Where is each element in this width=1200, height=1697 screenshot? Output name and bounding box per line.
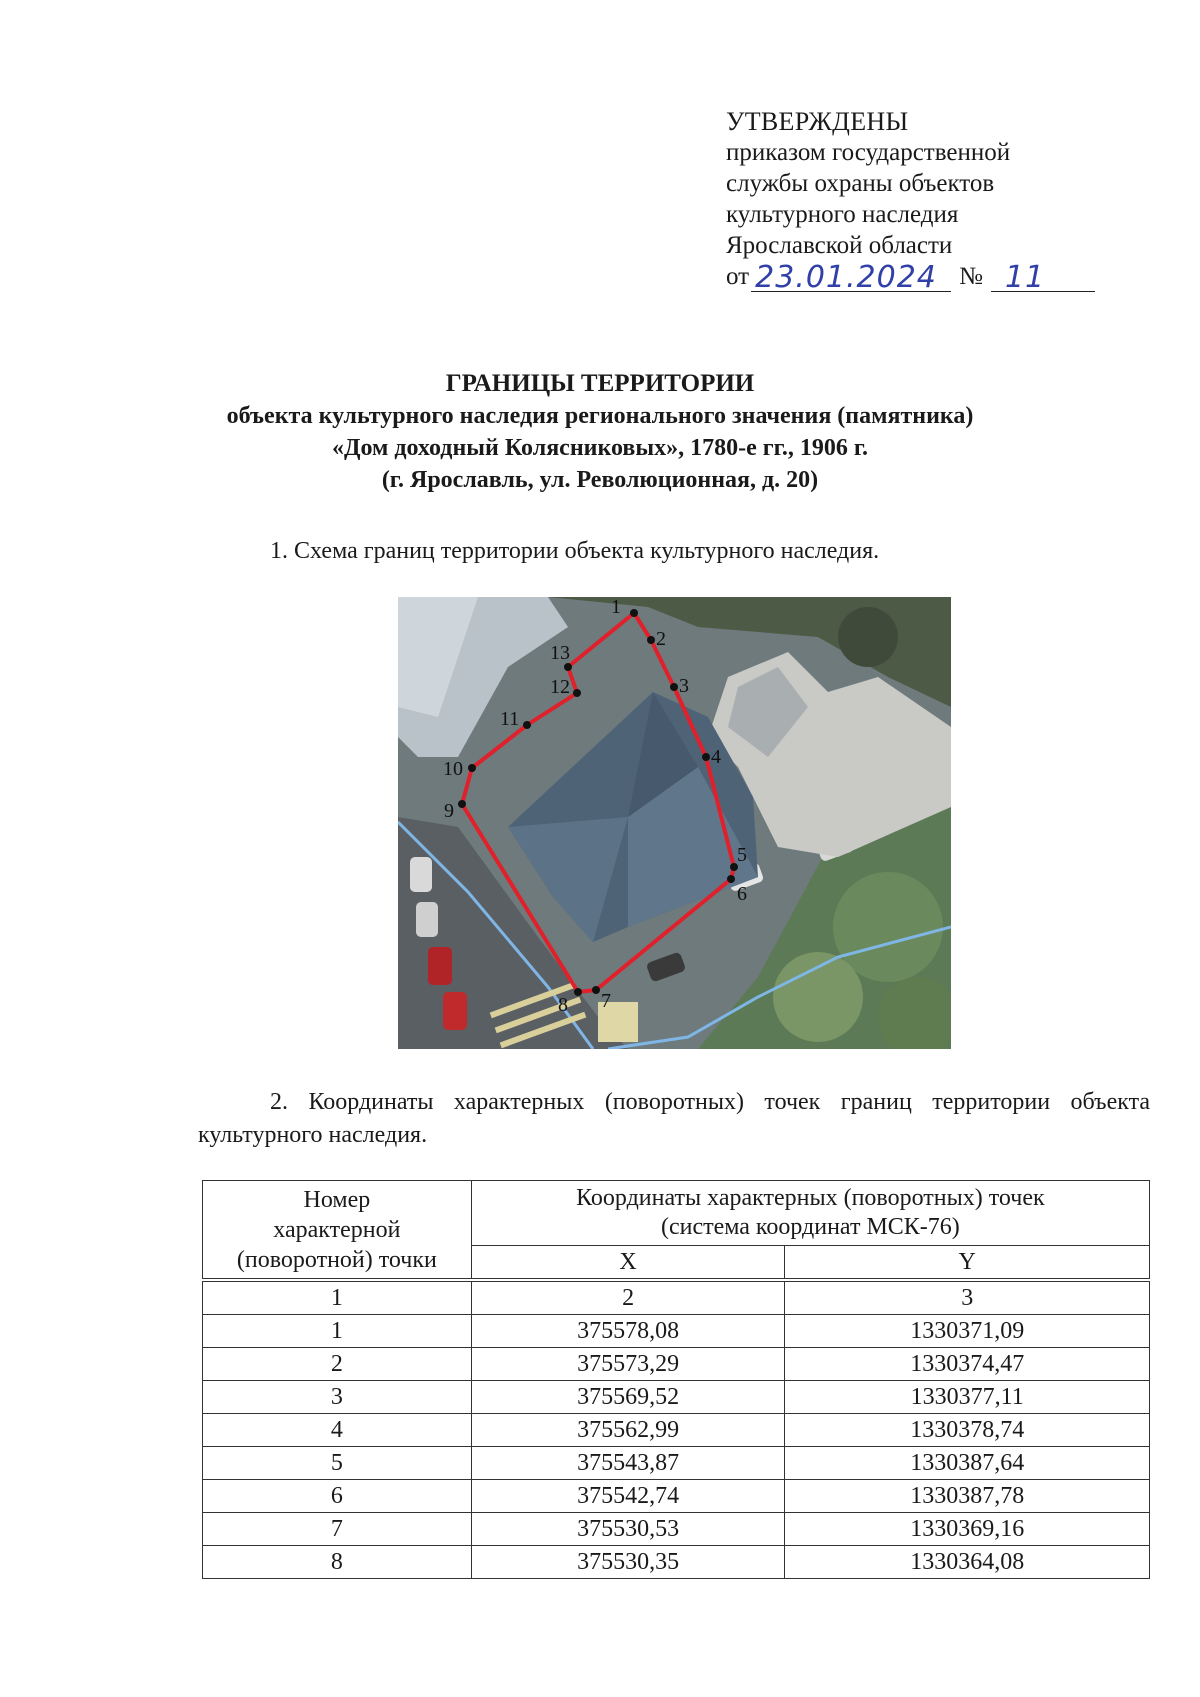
x-coordinate-cell: 375542,74	[471, 1480, 785, 1513]
point-label: 3	[679, 675, 689, 697]
approval-date-number	[726, 260, 1146, 295]
x-coordinate-cell: 375569,52	[471, 1381, 785, 1414]
number-prefix: №	[959, 263, 983, 290]
boundary-point	[727, 875, 735, 883]
x-coordinate-cell: 375530,53	[471, 1513, 785, 1546]
point-label: 4	[711, 746, 721, 768]
approval-block	[726, 106, 1146, 295]
y-coordinate-cell: 1330369,16	[785, 1513, 1150, 1546]
table-row	[203, 1447, 1150, 1480]
header-point-number	[203, 1181, 472, 1281]
point-label: 10	[443, 758, 463, 780]
point-label: 5	[737, 844, 747, 866]
boundary-point	[592, 986, 600, 994]
table-row	[203, 1315, 1150, 1348]
x-coordinate-cell: 375578,08	[471, 1315, 785, 1348]
point-label: 1	[611, 597, 621, 618]
table-column-numbers-row	[203, 1280, 1150, 1315]
y-coordinate-cell: 1330377,11	[785, 1381, 1150, 1414]
x-coordinate-cell: 375543,87	[471, 1447, 785, 1480]
date-prefix: от	[726, 263, 750, 290]
table-header-row	[203, 1181, 1150, 1246]
header-text: характерной	[273, 1216, 401, 1243]
header-text: (система координат МСК-76)	[660, 1214, 960, 1240]
point-number-cell: 3	[203, 1381, 472, 1414]
header-y: Y	[785, 1246, 1150, 1281]
header-text: (поворотной) точки	[236, 1246, 437, 1273]
table-row	[203, 1546, 1150, 1579]
point-label: 12	[550, 676, 570, 698]
point-number-cell: 8	[203, 1546, 472, 1579]
approval-line: культурного наследия	[726, 201, 959, 228]
section-1-heading: 1. Схема границ территории объекта культурного наследия.	[270, 538, 880, 564]
section-2-heading: 2. Координаты характерных (поворотных) точек границ территории объекта культурного наследия.	[198, 1089, 1150, 1148]
point-label: 13	[550, 642, 570, 664]
point-label: 9	[444, 800, 454, 822]
map-tree	[838, 607, 898, 667]
date-blank	[751, 260, 951, 295]
table-row	[203, 1480, 1150, 1513]
approval-line: Ярославской области	[726, 232, 953, 259]
document-title	[0, 368, 1200, 496]
point-number-cell: 5	[203, 1447, 472, 1480]
title-line: (г. Ярославль, ул. Революционная, д. 20)	[381, 467, 819, 493]
point-label: 8	[558, 994, 568, 1016]
point-number-cell: 7	[203, 1513, 472, 1546]
point-label: 7	[601, 990, 611, 1012]
column-number: 1	[203, 1280, 472, 1315]
title-main: ГРАНИЦЫ ТЕРРИТОРИИ	[445, 370, 755, 397]
point-number-cell: 6	[203, 1480, 472, 1513]
boundary-point	[468, 764, 476, 772]
y-coordinate-cell: 1330364,08	[785, 1546, 1150, 1579]
boundary-point	[630, 609, 638, 617]
handwritten-date: 23.01.2024	[755, 260, 937, 295]
approval-line: приказом государственной	[726, 139, 1011, 166]
table-row	[203, 1381, 1150, 1414]
point-number-cell: 4	[203, 1414, 472, 1447]
approval-heading: УТВЕРЖДЕНЫ	[726, 107, 909, 136]
number-blank	[991, 260, 1095, 295]
y-coordinate-cell: 1330374,47	[785, 1348, 1150, 1381]
point-label: 6	[737, 883, 747, 905]
boundary-point	[702, 753, 710, 761]
boundary-point	[647, 636, 655, 644]
point-number-cell: 2	[203, 1348, 472, 1381]
boundary-point	[523, 721, 531, 729]
title-line: «Дом доходный Колясниковых», 1780-е гг., 1906 г.	[331, 435, 869, 461]
y-coordinate-cell: 1330371,09	[785, 1315, 1150, 1348]
y-coordinate-cell: 1330387,64	[785, 1447, 1150, 1480]
handwritten-number: 11	[1004, 260, 1046, 295]
boundary-scheme-map	[398, 597, 951, 1049]
boundary-point	[564, 663, 572, 671]
point-label: 11	[500, 708, 520, 730]
table-row	[203, 1513, 1150, 1546]
boundary-point	[670, 683, 678, 691]
table-row	[203, 1414, 1150, 1447]
boundary-point	[574, 988, 582, 996]
title-line: объекта культурного наследия регионального значения (памятника)	[226, 403, 974, 429]
table-row	[203, 1348, 1150, 1381]
column-number: 2	[471, 1280, 785, 1315]
x-coordinate-cell: 375562,99	[471, 1414, 785, 1447]
header-text: Номер	[303, 1186, 371, 1213]
boundary-point	[573, 689, 581, 697]
header-x: X	[471, 1246, 785, 1281]
x-coordinate-cell: 375573,29	[471, 1348, 785, 1381]
column-number: 3	[785, 1280, 1150, 1315]
x-coordinate-cell: 375530,35	[471, 1546, 785, 1579]
point-number-cell: 1	[203, 1315, 472, 1348]
boundary-point	[458, 800, 466, 808]
approval-line: службы охраны объектов	[726, 170, 995, 197]
y-coordinate-cell: 1330387,78	[785, 1480, 1150, 1513]
header-text: Координаты характерных (поворотных) точек	[576, 1185, 1045, 1211]
coordinates-table	[202, 1180, 1150, 1579]
header-coordinates	[471, 1181, 1149, 1246]
y-coordinate-cell: 1330378,74	[785, 1414, 1150, 1447]
point-label: 2	[656, 628, 666, 650]
